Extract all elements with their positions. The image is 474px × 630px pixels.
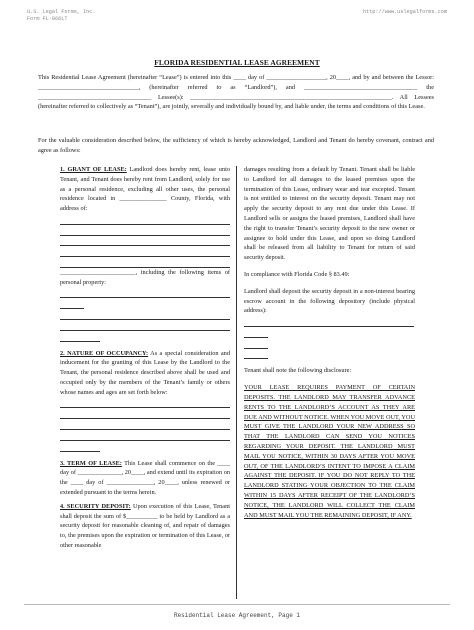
consideration-paragraph: For the valuable consideration described below, the sufficiency of which is hereby acknowledged, Landlord and Tenant do hereby covenant, contract and agree as follows: [38,137,434,154]
property-blank-line[interactable] [60,309,230,320]
section-3-heading: 3. TERM OF LEASE: [60,459,122,467]
florida-code-reference: In compliance with Florida Code § 83.49: [244,270,350,278]
footer-rule [24,604,450,605]
section-1-heading: 1. GRANT OF LEASE: [60,166,127,173]
address-blank-line[interactable] [60,236,230,247]
property-blank-line[interactable] [60,320,230,331]
intro-paragraph: This Residential Lease Agreement (hereinafter “Lease”) is entered into this ____ day of ___________________, 20____, and by and between the Lessor: ________________________________, (hereinafter referred to as “Landlord”), and ____________________________________ the ____________________________________ Lessee(s): ________________________________________________________________. All Lessees (hereinafter referred to collectively as “Tenant”), are jointly, severally and individually bound by, and liable under, the terms and conditions of this Lease. [38,74,434,111]
page-footer: Residential Lease Agreement, Page 1 [173,612,301,619]
depository-blank-line[interactable] [244,349,268,360]
section-4-heading: 4. SECURITY DEPOSIT: [60,502,131,510]
section-1-tail: ________________________, including the following items of personal property: [60,268,230,286]
form-source-header [27,9,96,23]
section-1-grant-of-lease [60,165,230,214]
security-deposit-continued: damages resulting from a default by Tenant. Tenant shall be liable to Landlord for all damages to the leased premises upon the termination of this Lease, ordinary wear and tear excepted. Tenant is not entitled to interest on the security deposit. Tenant may not apply the security deposit to any rent due under this Lease. If Landlord sells or assigns the leased premises, Landlord shall have the right to transfer Tenant’s security deposit to the new owner or assignee to hold under this Lease, and upon so doing Landlord shall be released from all liability to Tenant for return of said security deposit. [244,166,415,262]
property-blank-line[interactable] [60,331,100,342]
occupant-blank-line[interactable] [60,408,230,419]
occupant-blank-line[interactable] [60,430,230,441]
section-2-heading: 2. NATURE OF OCCUPANCY: [60,349,149,357]
occupant-blank-line[interactable] [60,441,100,452]
section-3-term-of-lease [60,459,230,498]
depository-blank-line[interactable] [244,316,414,327]
section-4-security-deposit [60,502,230,551]
section-2-text: As a special consideration and inducement for the granting of this Lease by the Landlord to the Tenant, the personal residence described above shall be used and occupied only by the members of the Tenant’s family or others whose names and ages are set forth below: [60,349,230,396]
section-2-nature-of-occupancy [60,349,230,398]
address-blank-line[interactable] [60,246,230,257]
section-1-text: Landlord does hereby rent, lease unto Tenant, and Tenant does hereby rent from Landlord, solely for use as a personal residence, excluding all other uses, the personal residence located in _______________ County, Florida, with address of: [60,166,230,213]
disclosure-intro: Tenant shall note the following disclosure: [244,367,352,375]
section-3-text: This Lease shall commence on the ____ day of ______________, 20____, and extend until its expiration on the ____ day of _______________, 20____, unless renewed or extended pursuant to the terms herein. [60,459,230,496]
address-blank-line[interactable] [60,225,230,236]
column-divider [236,166,237,599]
occupant-blank-line[interactable] [60,398,230,409]
section-4-text: Upon execution of this Lease, Tenant shall deposit the sum of $__________ to be held by Landlord as a security deposit for reasonable cleaning of, and repair of damages to, the premises upon the expiration or termination of this Lease, or other reasonable [60,502,230,549]
form-number: Form FL-866LT [27,16,68,22]
publisher-url[interactable]: http://www.uslegalforms.com [362,9,447,15]
property-blank-line[interactable] [60,298,84,309]
depository-blank-line[interactable] [244,327,268,338]
deposit-disclosure-notice: YOUR LEASE REQUIRES PAYMENT OF CERTAIN DEPOSITS. THE LANDLORD MAY TRANSFER ADVANCE RENTS TO THE LANDLORD’S ACCOUNT AS THEY ARE DUE AND WITHOUT NOTICE. WHEN YOU MOVE OUT, YOU MUST GIVE THE LANDLORD YOUR NEW ADDRESS SO THAT THE LANDLORD CAN SEND YOU NOTICES REGARDING YOUR DEPOSIT. THE LANDLORD MUST MAIL YOU NOTICE, WITHIN 30 DAYS AFTER YOU MOVE OUT, OF THE LANDLORD’S INTENT TO IMPOSE A CLAIM AGAINST THE DEPOSIT. IF YOU DO NOT REPLY TO THE LANDLORD STATING YOUR OBJECTION TO THE CLAIM WITHIN 15 DAYS AFTER RECEIPT OF THE LANDLORD’S NOTICE, THE LANDLORD WILL COLLECT THE CLAIM AND MUST MAIL YOU THE REMAINING DEPOSIT, IF ANY. [244,384,415,519]
address-blank-line[interactable] [60,257,230,268]
occupant-blank-line[interactable] [60,419,230,430]
right-column [244,165,415,520]
left-column [60,165,230,551]
document-title: FLORIDA RESIDENTIAL LEASE AGREEMENT [154,58,320,67]
escrow-depository-text: Landlord shall deposit the security deposit in a non-interest bearing escrow account in the following depository (include physical address): [244,287,415,315]
depository-blank-line[interactable] [244,338,268,349]
publisher-name: U.S. Legal Forms, Inc. [27,9,96,15]
property-blank-line[interactable] [60,288,230,299]
address-blank-line[interactable] [60,214,230,225]
